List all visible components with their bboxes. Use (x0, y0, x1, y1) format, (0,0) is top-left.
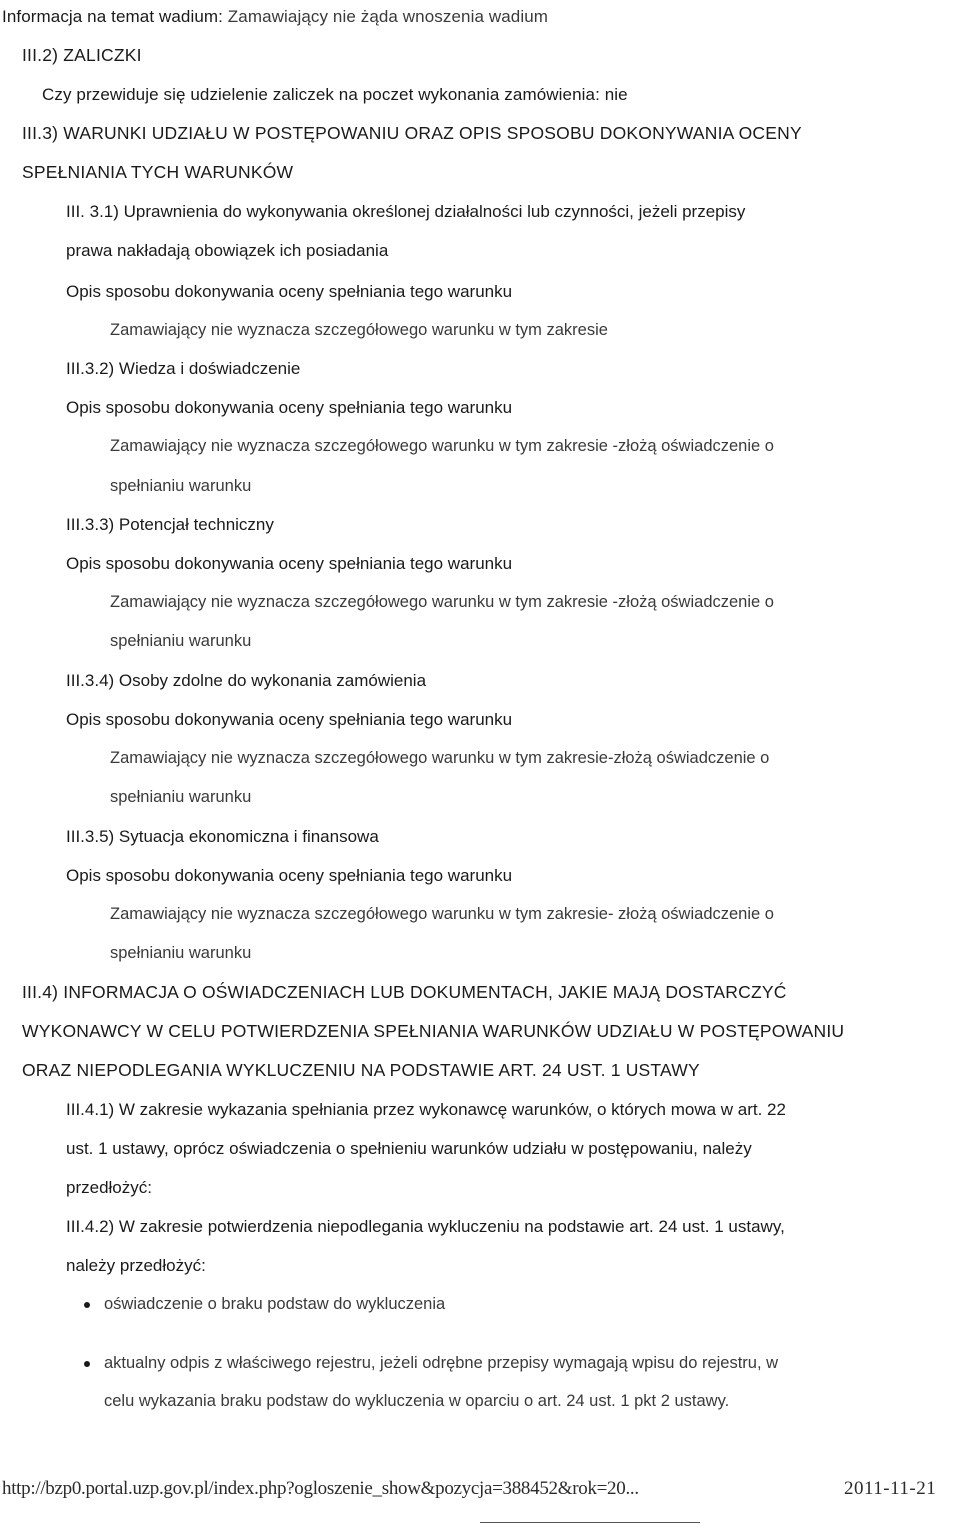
s1-title-line1: III. 3.1) Uprawnienia do wykonywania określonej działalności lub czynności, jeżeli przepisy (66, 202, 746, 221)
footer-rule (480, 1522, 700, 1523)
bullet-dot-2 (84, 1361, 90, 1367)
s3-opis: Opis sposobu dokonywania oceny spełniania tego warunku (66, 554, 513, 573)
s4-text-line1: Zamawiający nie wyznacza szczegółowego warunku w tym zakresie-złożą oświadczenie o (110, 749, 770, 767)
informacja-heading-line3: ORAZ NIEPODLEGANIA WYKLUCZENIU NA PODSTAWIE ART. 24 UST. 1 USTAWY (22, 1060, 700, 1080)
wadium-line (2, 8, 548, 25)
s2-text-line1: Zamawiający nie wyznacza szczegółowego warunku w tym zakresie -złożą oświadczenie o (110, 437, 774, 455)
warunki-heading-line1: III.3) WARUNKI UDZIAŁU W POSTĘPOWANIU ORAZ OPIS SPOSOBU DOKONYWANIA OCENY (22, 123, 802, 143)
s2-title: III.3.2) Wiedza i doświadczenie (66, 359, 301, 378)
s4-opis: Opis sposobu dokonywania oceny spełniania tego warunku (66, 710, 513, 729)
s4-title: III.3.4) Osoby zdolne do wykonania zamówienia (66, 671, 427, 690)
s1-opis: Opis sposobu dokonywania oceny spełniania tego warunku (66, 282, 513, 301)
s3-title: III.3.3) Potencjał techniczny (66, 515, 274, 534)
zaliczki-question: Czy przewiduje się udzielenie zaliczek na poczet wykonania zamówienia: nie (42, 85, 628, 104)
s1-text: Zamawiający nie wyznacza szczegółowego warunku w tym zakresie (110, 321, 608, 339)
s2-text-line2: spełnianiu warunku (110, 477, 252, 495)
bullet2-text-line1: aktualny odpis z właściwego rejestru, jeżeli odrębne przepisy wymagają wpisu do rejestru, w (104, 1354, 779, 1372)
p2-line2: należy przedłożyć: (66, 1256, 206, 1275)
informacja-heading-line1: III.4) INFORMACJA O OŚWIADCZENIACH LUB DOKUMENTACH, JAKIE MAJĄ DOSTARCZYĆ (22, 982, 787, 1002)
p2-line1: III.4.2) W zakresie potwierdzenia niepodlegania wykluczeniu na podstawie art. 24 ust. 1 ustawy, (66, 1217, 785, 1236)
s3-text-line2: spełnianiu warunku (110, 632, 252, 650)
s4-text-line2: spełnianiu warunku (110, 788, 252, 806)
informacja-heading-line2: WYKONAWCY W CELU POTWIERDZENIA SPEŁNIANIA WARUNKÓW UDZIAŁU W POSTĘPOWANIU (22, 1021, 845, 1041)
bullet-dot-1 (84, 1302, 90, 1308)
bullet1-text: oświadczenie o braku podstaw do wykluczenia (104, 1295, 446, 1313)
s5-text-line2: spełnianiu warunku (110, 944, 252, 962)
p1-line3: przedłożyć: (66, 1178, 152, 1197)
s5-title: III.3.5) Sytuacja ekonomiczna i finansowa (66, 827, 379, 846)
p1-line2: ust. 1 ustawy, oprócz oświadczenia o spełnieniu warunków udziału w postępowaniu, należy (66, 1139, 752, 1158)
bullet2-text-line2: celu wykazania braku podstaw do wykluczenia w oparciu o art. 24 ust. 1 pkt 2 ustawy. (104, 1392, 730, 1410)
s2-opis: Opis sposobu dokonywania oceny spełniania tego warunku (66, 398, 513, 417)
wadium-value: Zamawiający nie żąda wnoszenia wadium (227, 7, 549, 26)
footer-url: http://bzp0.portal.uzp.gov.pl/index.php?ogloszenie_show&pozycja=388452&rok=20... (2, 1478, 639, 1499)
p1-line1: III.4.1) W zakresie wykazania spełniania przez wykonawcę warunków, o których mowa w art. 22 (66, 1100, 786, 1119)
footer-date: 2011-11-21 (844, 1478, 937, 1499)
s3-text-line1: Zamawiający nie wyznacza szczegółowego warunku w tym zakresie -złożą oświadczenie o (110, 593, 774, 611)
zaliczki-heading: III.2) ZALICZKI (22, 45, 142, 65)
warunki-heading-line2: SPEŁNIANIA TYCH WARUNKÓW (22, 162, 294, 182)
wadium-label: Informacja na temat wadium: (2, 7, 223, 26)
s5-opis: Opis sposobu dokonywania oceny spełniania tego warunku (66, 866, 513, 885)
s1-title-line2: prawa nakładają obowiązek ich posiadania (66, 241, 389, 260)
s5-text-line1: Zamawiający nie wyznacza szczegółowego warunku w tym zakresie- złożą oświadczenie o (110, 905, 774, 923)
